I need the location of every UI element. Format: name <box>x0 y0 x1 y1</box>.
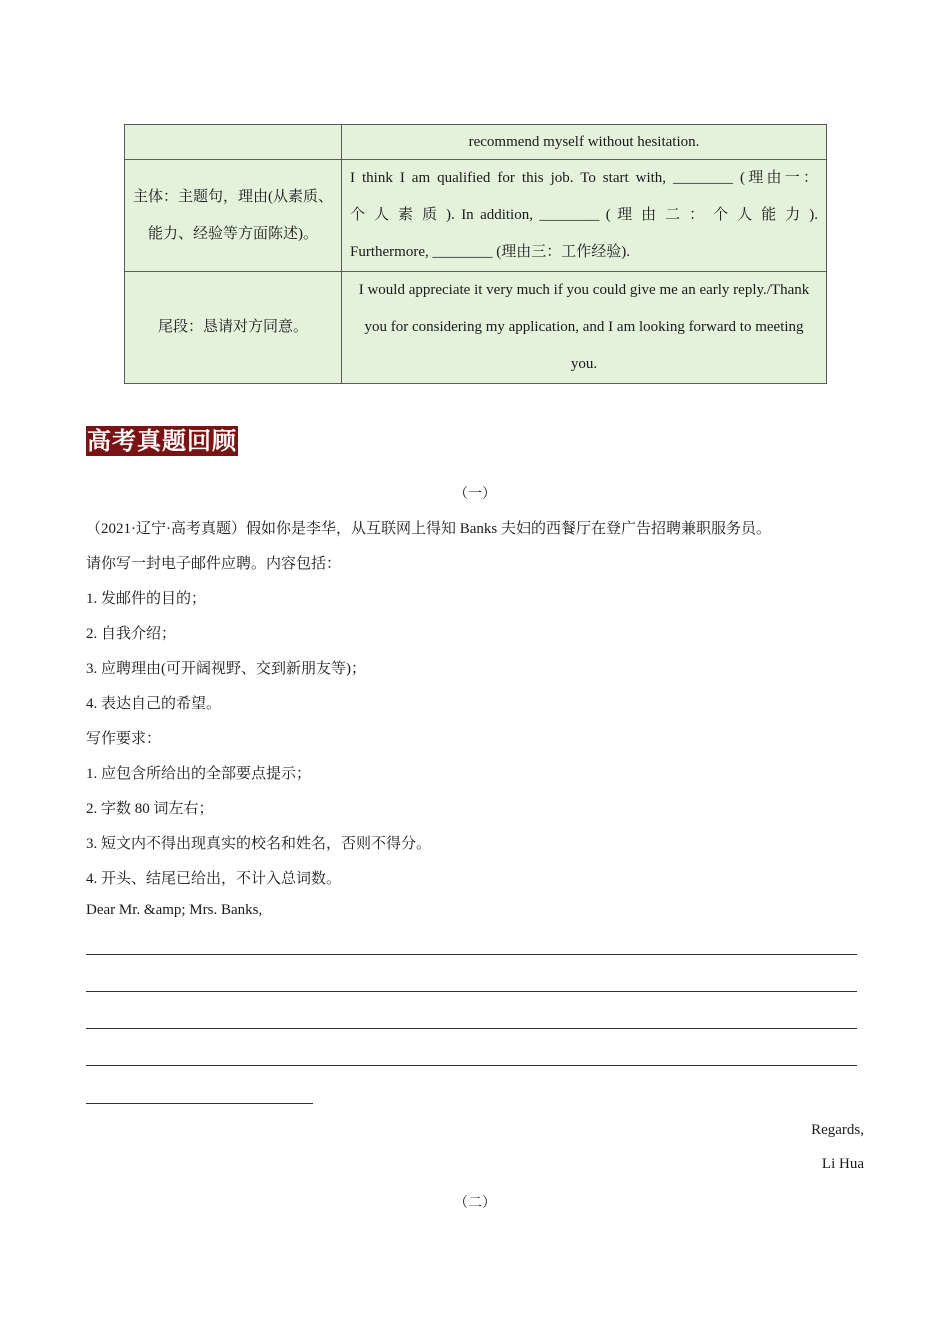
task-intro: 请你写一封电子邮件应聘。内容包括： <box>86 556 342 572</box>
requirement-item: 4. 开头、结尾已给出，不计入总词数。 <box>86 871 342 887</box>
table-text-line: I think I am qualified for this job. To start with, ________ (理由一： <box>350 170 818 186</box>
table-text-line: Furthermore, ________ (理由三：工作经验). <box>350 244 630 260</box>
table-cell-label: 尾段：恳请对方同意。 <box>125 272 342 384</box>
requirement-item: 1. 应包含所给出的全部要点提示； <box>86 766 312 782</box>
content-point: 2. 自我介绍； <box>86 626 177 642</box>
table-cell-content: recommend myself without hesitation. <box>342 125 827 160</box>
requirement-item: 3. 短文内不得出现真实的校名和姓名，否则不得分。 <box>86 836 432 852</box>
answer-blank-line[interactable] <box>86 991 857 992</box>
requirement-item: 2. 字数 80 词左右； <box>86 801 214 817</box>
letter-signature: Li Hua <box>821 1156 864 1172</box>
table-row <box>125 272 827 384</box>
answer-blank-line[interactable] <box>86 1103 313 1104</box>
answer-blank-line[interactable] <box>86 1028 857 1029</box>
part-label: （一） <box>454 487 496 502</box>
requirements-title: 写作要求： <box>86 731 162 747</box>
letter-salutation: Dear Mr. &amp; Mrs. Banks, <box>86 902 263 918</box>
part-label: （二） <box>454 1196 496 1211</box>
content-point: 1. 发邮件的目的； <box>86 591 207 607</box>
content-point: 3. 应聘理由(可开阔视野、交到新朋友等)； <box>86 661 366 677</box>
table-row <box>125 160 827 272</box>
section-title: 高考真题回顾 <box>87 427 237 455</box>
table-cell-label: 主体：主题句，理由(从素质、能力、经验等方面陈述)。 <box>125 160 342 272</box>
table-cell-content: I would appreciate it very much if you could give me an early reply./Thank you for considering my application, and I am looking forward to meeting you. <box>342 272 827 384</box>
answer-blank-line[interactable] <box>86 954 857 955</box>
task-intro: （2021·辽宁·高考真题）假如你是李华，从互联网上得知 Banks 夫妇的西餐厅在登广告招聘兼职服务员。 <box>86 521 771 537</box>
table-cell-content <box>342 160 827 272</box>
table-text-line: 个 人 素 质 ). In addition, ________ ( 理 由 二 ： 个 人 能 力 ). <box>350 207 818 223</box>
outline-table <box>124 124 827 384</box>
table-row <box>125 125 827 160</box>
letter-closing: Regards, <box>811 1122 864 1138</box>
content-point: 4. 表达自己的希望。 <box>86 696 222 712</box>
answer-blank-line[interactable] <box>86 1065 857 1066</box>
table-cell-label <box>125 125 342 160</box>
